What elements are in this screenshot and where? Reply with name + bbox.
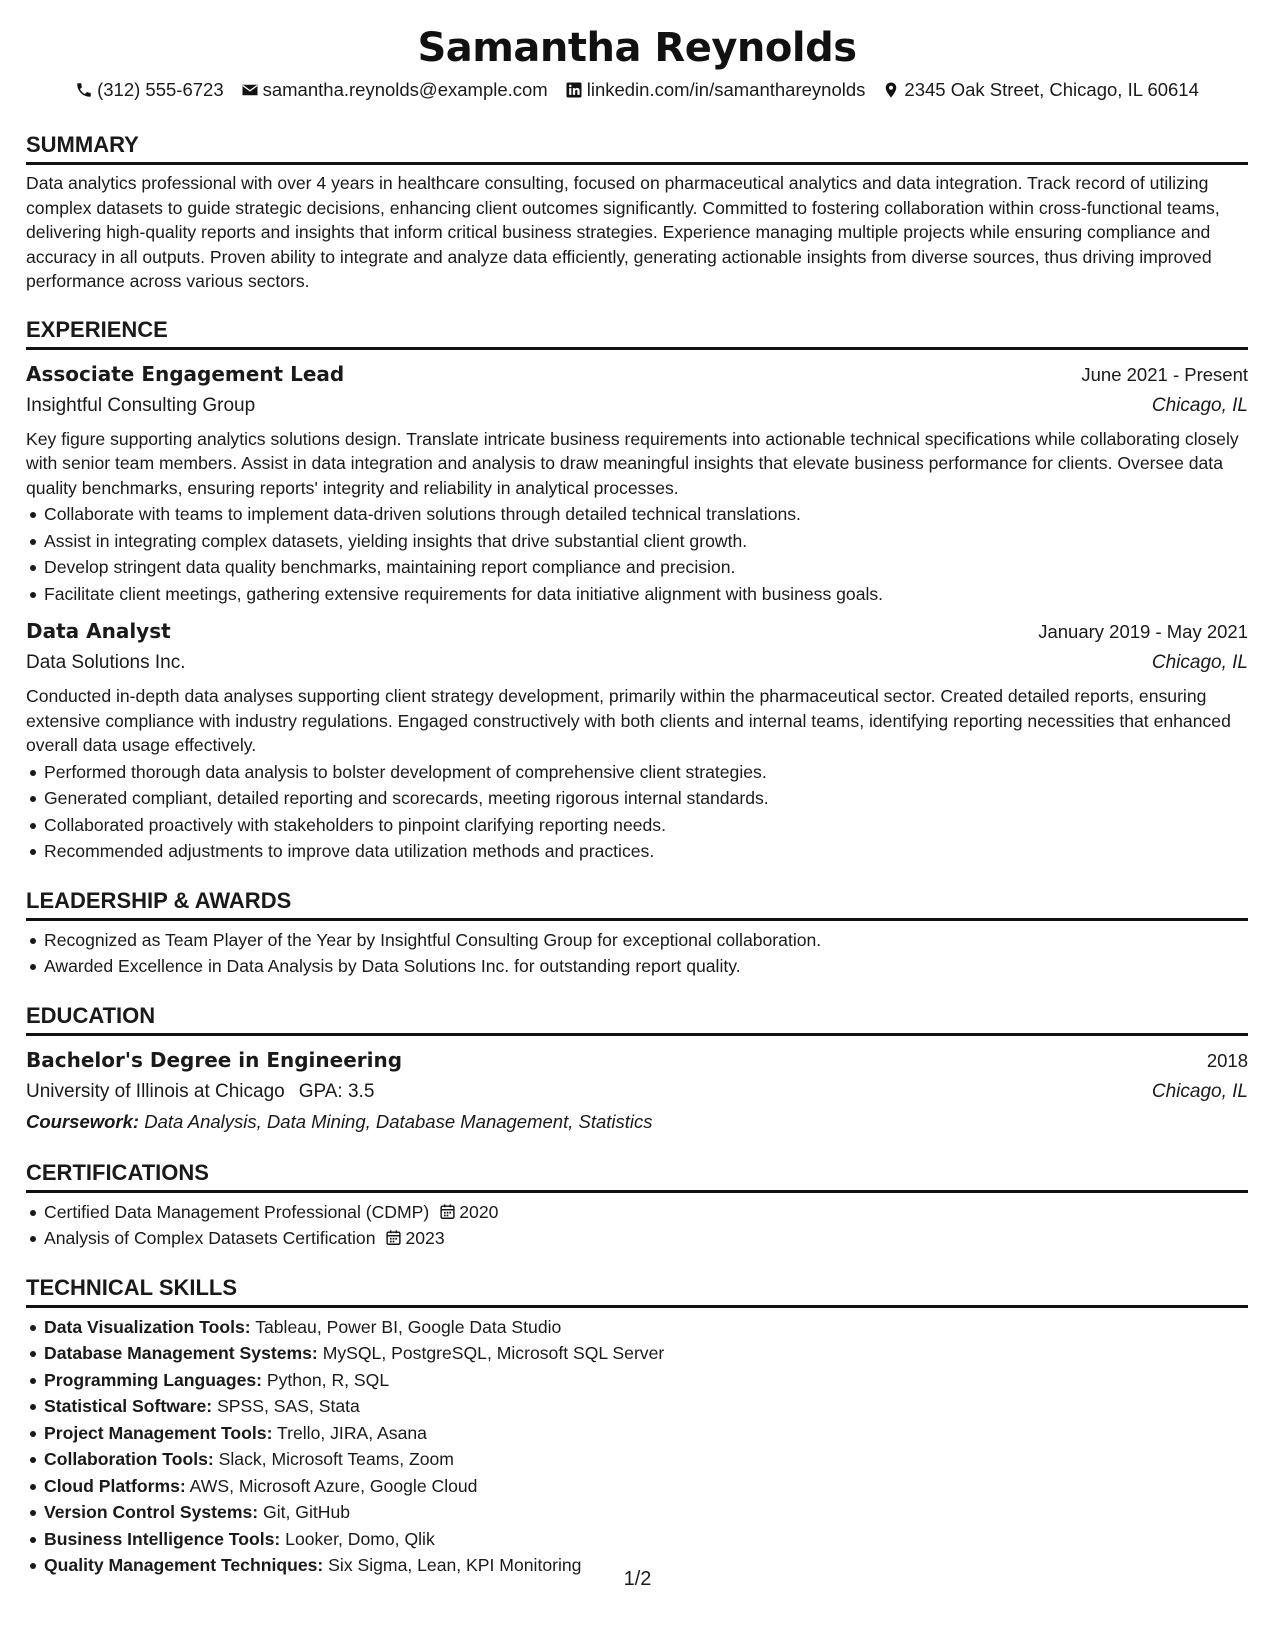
list-item: Facilitate client meetings, gathering extensive requirements for data initiative alignment with business goals. [26, 581, 1248, 608]
list-item [26, 1367, 1248, 1394]
school-name: University of Illinois at Chicago [26, 1080, 285, 1102]
certification-year: 2023 [405, 1228, 445, 1248]
job-title: Data Analyst [26, 619, 171, 643]
skill-label: Quality Management Techniques: [44, 1555, 324, 1575]
list-item: Recognized as Team Player of the Year by Insightful Consulting Group for exceptional collaboration. [26, 927, 1248, 954]
section-title-skills: TECHNICAL SKILLS [26, 1275, 1248, 1308]
list-item [26, 1446, 1248, 1473]
skill-label: Collaboration Tools: [44, 1449, 214, 1469]
graduation-year: 2018 [1206, 1049, 1248, 1071]
coursework-label: Coursework: [26, 1110, 140, 1132]
skills-list [26, 1314, 1248, 1579]
list-item: Performed thorough data analysis to bolster development of comprehensive client strategies. [26, 759, 1248, 786]
list-item: Recommended adjustments to improve data utilization methods and practices. [26, 838, 1248, 865]
skill-value: AWS, Microsoft Azure, Google Cloud [189, 1475, 478, 1496]
contact-linkedin[interactable] [565, 78, 866, 102]
section-title-leadership: LEADERSHIP & AWARDS [26, 888, 1248, 921]
map-pin-icon [882, 81, 900, 99]
list-item [26, 1499, 1248, 1526]
degree: Bachelor's Degree in Engineering [26, 1047, 403, 1072]
leadership-list [26, 927, 1248, 980]
skill-label: Database Management Systems: [44, 1343, 318, 1363]
calendar-icon [439, 1203, 456, 1220]
skill-value: Looker, Domo, Qlik [285, 1528, 435, 1549]
certification-year: 2020 [459, 1201, 499, 1222]
list-item: Collaborated proactively with stakeholders to pinpoint clarifying reporting needs. [26, 812, 1248, 839]
skill-value: Slack, Microsoft Teams, Zoom [218, 1449, 454, 1469]
certification-name: Certified Data Management Professional (CDMP) [44, 1201, 430, 1222]
linkedin-icon [565, 81, 583, 99]
skill-label: Cloud Platforms: [44, 1475, 186, 1496]
skill-value: Six Sigma, Lean, KPI Monitoring [328, 1555, 582, 1575]
list-item: Generated compliant, detailed reporting and scorecards, meeting rigorous internal standards. [26, 785, 1248, 812]
coursework [26, 1107, 1248, 1137]
list-item [26, 1340, 1248, 1367]
list-item: Assist in integrating complex datasets, yielding insights that drive substantial client growth. [26, 528, 1248, 555]
skill-label: Project Management Tools: [44, 1422, 273, 1443]
job-title: Associate Engagement Lead [26, 361, 345, 386]
address-text: 2345 Oak Street, Chicago, IL 60614 [904, 79, 1199, 100]
email-text: samantha.reynolds@example.com [262, 79, 548, 100]
contact-email[interactable] [241, 78, 548, 102]
school-location: Chicago, IL [1151, 1080, 1248, 1102]
section-title-summary: SUMMARY [26, 132, 1248, 165]
list-item [26, 1473, 1248, 1500]
list-item [26, 1225, 1248, 1252]
skill-label: Version Control Systems: [44, 1502, 259, 1522]
coursework-list: Data Analysis, Data Mining, Database Management, Statistics [144, 1110, 653, 1132]
calendar-icon [385, 1229, 402, 1246]
page-number: 1/2 [623, 1568, 652, 1590]
list-item [26, 1199, 1248, 1226]
list-item: Develop stringent data quality benchmarks, maintaining report compliance and precision. [26, 554, 1248, 581]
job-company: Data Solutions Inc. [26, 652, 186, 673]
list-item [26, 1393, 1248, 1420]
list-item [26, 1420, 1248, 1447]
list-item [26, 1314, 1248, 1341]
job-entry [26, 358, 1248, 608]
skill-label: Statistical Software: [44, 1396, 213, 1416]
envelope-icon [241, 81, 259, 99]
skill-label: Business Intelligence Tools: [44, 1528, 281, 1549]
certifications-list [26, 1199, 1248, 1252]
section-title-certifications: CERTIFICATIONS [26, 1160, 1248, 1193]
gpa: GPA: 3.5 [298, 1080, 375, 1102]
skill-value: MySQL, PostgreSQL, Microsoft SQL Server [322, 1343, 665, 1363]
skill-value: Tableau, Power BI, Google Data Studio [255, 1316, 562, 1337]
education-entry [26, 1044, 1248, 1137]
section-title-experience: EXPERIENCE [26, 317, 1248, 350]
skill-value: Git, GitHub [263, 1502, 351, 1522]
contact-bar [26, 78, 1248, 102]
section-title-education: EDUCATION [26, 1003, 1248, 1036]
job-description: Key figure supporting analytics solutions design. Translate intricate business requirements into actionable technical specifications while collaborating closely with senior team members. Assist in data integration and analysis to draw meaningful insights that elevate business performance for clients. Oversee data quality benchmarks, ensuring reports' integrity and reliability in analytical processes. [26, 428, 1239, 498]
skill-value: Python, R, SQL [266, 1369, 390, 1390]
skill-value: Trello, JIRA, Asana [277, 1422, 427, 1443]
contact-phone [75, 78, 224, 102]
job-dates: June 2021 - Present [1081, 363, 1248, 385]
job-company: Insightful Consulting Group [26, 394, 256, 416]
job-entry [26, 615, 1248, 865]
skill-label: Data Visualization Tools: [44, 1316, 251, 1337]
list-item: Awarded Excellence in Data Analysis by Data Solutions Inc. for outstanding report quality. [26, 953, 1248, 980]
linkedin-text: linkedin.com/in/samanthareynolds [586, 79, 866, 100]
skill-label: Programming Languages: [44, 1369, 262, 1390]
phone-icon [75, 81, 93, 99]
list-item [26, 1526, 1248, 1553]
job-bullets [26, 501, 1248, 607]
skill-value: SPSS, SAS, Stata [217, 1396, 360, 1416]
summary-text: Data analytics professional with over 4 years in healthcare consulting, focused on pharmaceutical analytics and data integration. Track record of utilizing complex datasets to guide strategic decisions, enhancing client outcomes significantly. Committed to fostering collaboration within cross-functional teams, delivering high-quality reports and insights that inform critical business strategies. Experience managing multiple projects while ensuring compliance and accuracy in all outputs. Proven ability to integrate and analyze data efficiently, generating actionable insights from diverse sources, thus driving improved performance across various sectors. [26, 173, 1220, 291]
job-bullets [26, 759, 1248, 865]
job-dates: January 2019 - May 2021 [1038, 621, 1248, 642]
job-location: Chicago, IL [1151, 394, 1248, 416]
candidate-name: Samantha Reynolds [417, 25, 857, 71]
resume-page [26, 22, 1248, 1579]
certification-name: Analysis of Complex Datasets Certification [44, 1228, 376, 1248]
job-description: Conducted in-depth data analyses supporting client strategy development, primarily within the pharmaceutical sector. Created detailed reports, ensuring extensive compliance with industry regulations. Engaged constructively with both clients and internal teams, identifying reporting necessities that enhanced overall data usage effectively. [26, 686, 1231, 755]
list-item: Collaborate with teams to implement data-driven solutions through detailed technical translations. [26, 501, 1248, 528]
job-location: Chicago, IL [1151, 652, 1248, 673]
contact-address [882, 78, 1198, 102]
phone-text: (312) 555-6723 [97, 79, 224, 100]
